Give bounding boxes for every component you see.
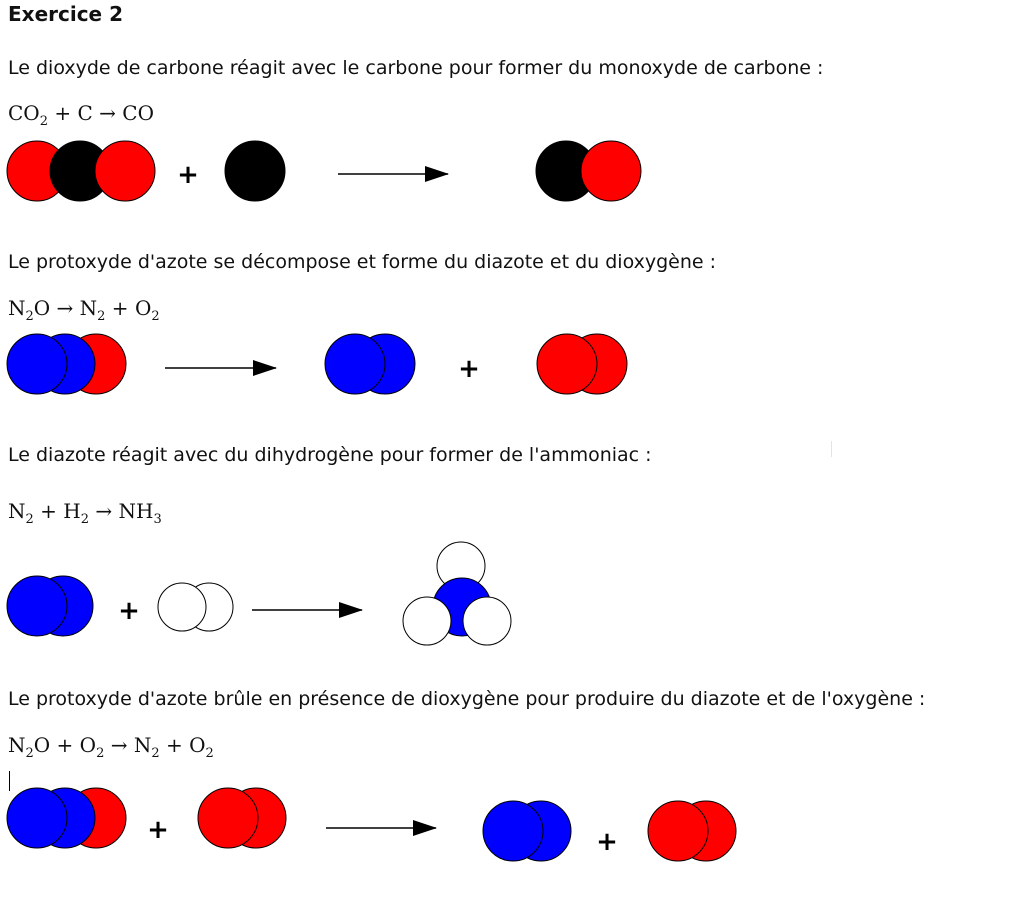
reaction-1-diagram: [7, 141, 641, 201]
atom-nitrogen: [7, 576, 67, 636]
exercise-title: Exercice 2: [8, 2, 123, 26]
atom-nitrogen: [325, 334, 385, 394]
plus-sign: +: [147, 815, 169, 845]
molecule-n2o: [7, 334, 126, 394]
molecule-o2: [537, 334, 627, 394]
molecule-n2: [325, 334, 415, 394]
reaction-4-sentence: Le protoxyde d'azote brûle en présence de dioxygène pour produire du diazote et de l'oxygène :: [8, 688, 926, 710]
reaction-3-sentence: Le diazote réagit avec du dihydrogène pour former de l'ammoniac :: [8, 444, 652, 466]
atom-oxygen: [581, 141, 641, 201]
atom-oxygen: [95, 141, 155, 201]
reaction-2-diagram: [7, 334, 627, 394]
reaction-3-equation: $N_2 + H_2 \to NH_3$: [8, 499, 162, 527]
molecule-co: [536, 141, 641, 201]
atom-nitrogen: [7, 334, 67, 394]
atom-nitrogen: [483, 801, 543, 861]
molecule-co2: [7, 141, 155, 201]
reaction-2-sentence: Le protoxyde d'azote se décompose et forme du diazote et du dioxygène :: [8, 251, 717, 273]
molecule-o2: [648, 801, 736, 861]
reaction-4-equation: $N_2O + O_2 \to N_2 + O_2$: [8, 733, 214, 761]
molecule-n2o: [7, 788, 126, 848]
atom-hydrogen: [158, 583, 206, 631]
reaction-2-equation: $N_2O \to N_2 + O_2$: [8, 296, 160, 324]
plus-sign: +: [177, 160, 199, 190]
reaction-3-diagram: [7, 542, 511, 645]
atom-hydrogen: [403, 597, 451, 645]
molecule-n2: [7, 576, 93, 636]
molecule-n2: [483, 801, 571, 861]
molecule-c: [225, 141, 285, 201]
reaction-1-equation: $CO_2 + C$ → CO: [8, 101, 154, 129]
atom-oxygen: [648, 801, 708, 861]
reaction-4-diagram: [7, 788, 736, 861]
plus-sign: +: [458, 354, 480, 384]
molecule-nh3: [403, 542, 511, 645]
atom-carbon: [225, 141, 285, 201]
molecule-h2: [158, 583, 233, 631]
plus-sign: +: [118, 596, 140, 626]
atom-nitrogen: [7, 788, 67, 848]
reaction-1-sentence: Le dioxyde de carbone réagit avec le carbone pour former du monoxyde de carbone :: [8, 57, 824, 79]
atom-oxygen: [198, 788, 258, 848]
plus-sign: +: [596, 827, 618, 857]
atom-hydrogen: [463, 597, 511, 645]
atom-oxygen: [537, 334, 597, 394]
molecule-o2: [198, 788, 286, 848]
